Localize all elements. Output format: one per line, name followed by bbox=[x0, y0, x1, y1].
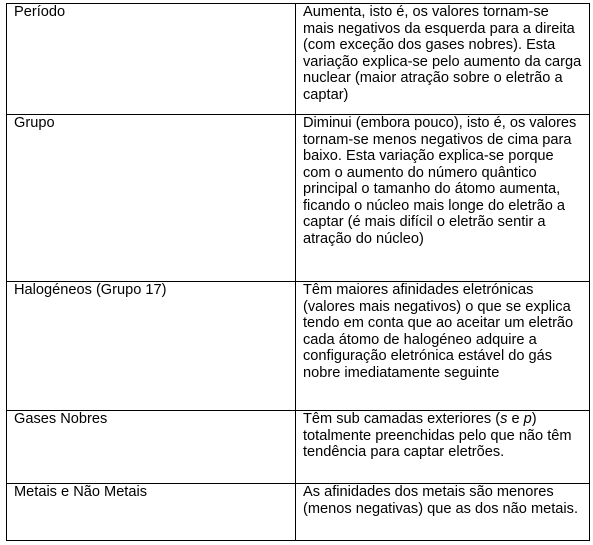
row-label: Período bbox=[14, 4, 66, 20]
row-label-cell bbox=[7, 115, 296, 282]
row-label: Gases Nobres bbox=[14, 411, 108, 427]
table-row bbox=[7, 484, 590, 541]
row-label: Grupo bbox=[14, 115, 55, 131]
row-description: Diminui (embora pouco), isto é, os valores tornam-se menos negativos de cima para baixo. Esta variação explica-se porque com o aumento do número quântico principal o tamanho do átomo aumenta, ficando o núcleo mais longe do eletrão a captar (é mais difícil o eletrão sentir a atração do núcleo) bbox=[303, 115, 577, 247]
row-label-cell bbox=[7, 484, 296, 541]
row-description-cell bbox=[296, 115, 590, 282]
row-description: Aumenta, isto é, os valores tornam-se mais negativos da esquerda para a direita (com exceção dos gases nobres). Esta variação explica-se pelo aumento da carga nuclear (maior atração sobre o eletrão a captar) bbox=[303, 4, 582, 103]
row-description-cell bbox=[296, 4, 590, 115]
row-description: Têm maiores afinidades eletrónicas (valores mais negativos) o que se explica tendo em conta que ao aceitar um eletrão cada átomo de halogéneo adquire a configuração eletrónica estável do gás nobre imediatamente seguinte bbox=[303, 282, 574, 381]
table-row bbox=[7, 411, 590, 484]
desc-italic-s: s bbox=[500, 411, 508, 427]
row-description: As afinidades dos metais são menores (menos negativas) que as dos não metais. bbox=[303, 484, 579, 517]
row-description bbox=[303, 411, 572, 460]
properties-table bbox=[6, 3, 590, 541]
desc-italic-p: p bbox=[523, 411, 532, 427]
row-label: Metais e Não Metais bbox=[14, 484, 148, 500]
row-description-cell bbox=[296, 484, 590, 541]
row-description-cell bbox=[296, 411, 590, 484]
row-label-cell bbox=[7, 4, 296, 115]
row-description-cell bbox=[296, 282, 590, 411]
row-label-cell bbox=[7, 282, 296, 411]
desc-text-before: Têm sub camadas exteriores ( bbox=[303, 411, 501, 427]
row-label-cell bbox=[7, 411, 296, 484]
row-label: Halogéneos (Grupo 17) bbox=[14, 282, 167, 298]
table-row bbox=[7, 4, 590, 115]
desc-text-after: ) totalmente preenchidas pelo que não têm tendência para captar eletrões. bbox=[303, 411, 572, 460]
table-row bbox=[7, 282, 590, 411]
desc-text-mid: e bbox=[507, 411, 524, 427]
table-row bbox=[7, 115, 590, 282]
